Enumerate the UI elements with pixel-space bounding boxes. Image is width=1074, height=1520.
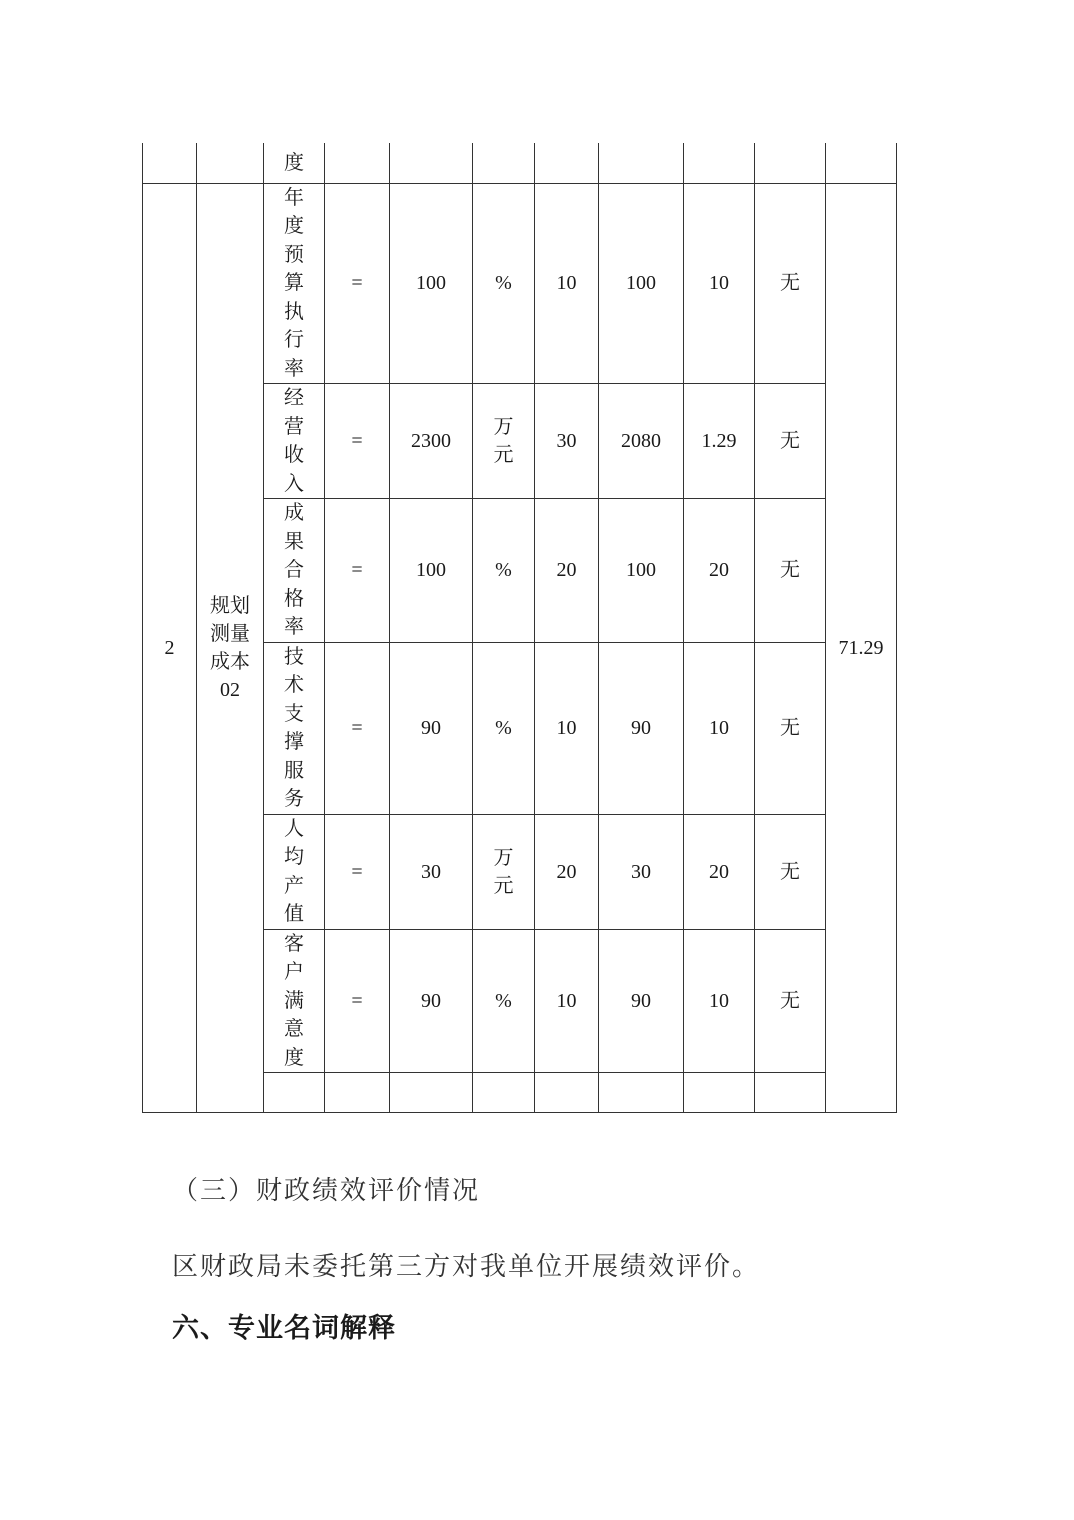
deviation-cell: 无 [755,642,826,814]
actual-cell: 100 [599,499,684,643]
indicator-cell: 经营收入 [264,384,325,499]
project-number: 2 [143,183,197,1113]
project-name-cell [197,183,264,1113]
project-name: 规划测量成本02 [210,594,250,701]
score-cell: 1.29 [684,384,755,499]
actual-cell: 30 [599,814,684,929]
target-cell: 90 [390,642,473,814]
table-row [143,183,897,384]
score-cell: 10 [684,642,755,814]
weight-cell: 30 [535,384,599,499]
indicator-cell: 度 [264,143,325,183]
operator-cell: = [325,384,390,499]
indicator-cell: 客户满意度 [264,929,325,1073]
unit-cell: 万元 [473,384,535,499]
indicator-cell: 人均产值 [264,814,325,929]
body-paragraph: 区财政局未委托第三方对我单位开展绩效评价。 [172,1252,761,1282]
target-cell: 100 [390,499,473,643]
deviation-cell: 无 [755,384,826,499]
deviation-cell: 无 [755,929,826,1073]
score-cell: 20 [684,814,755,929]
unit-cell: % [473,642,535,814]
weight-cell: 20 [535,814,599,929]
unit-cell: % [473,929,535,1073]
operator-cell: = [325,499,390,643]
operator-cell: = [325,183,390,384]
deviation-cell: 无 [755,814,826,929]
indicator-cell: 技术支撑服务 [264,642,325,814]
deviation-cell: 无 [755,183,826,384]
target-cell: 2300 [390,384,473,499]
actual-cell: 90 [599,642,684,814]
weight-cell: 10 [535,183,599,384]
section-heading: 六、专业名词解释 [172,1313,396,1344]
indicator-cell: 年度预算执行率 [264,183,325,384]
sub-heading: （三）财政绩效评价情况 [172,1176,481,1206]
table-row-continued [143,143,897,183]
target-cell: 30 [390,814,473,929]
deviation-cell: 无 [755,499,826,643]
operator-cell: = [325,929,390,1073]
target-cell: 100 [390,183,473,384]
operator-cell: = [325,814,390,929]
actual-cell: 2080 [599,384,684,499]
actual-cell: 90 [599,929,684,1073]
score-cell: 20 [684,499,755,643]
unit-cell: % [473,499,535,643]
target-cell: 90 [390,929,473,1073]
operator-cell: = [325,642,390,814]
weight-cell: 10 [535,929,599,1073]
total-score: 71.29 [826,183,897,1113]
unit-cell: 万元 [473,814,535,929]
unit-cell: % [473,183,535,384]
weight-cell: 10 [535,642,599,814]
indicator-cell: 成果合格率 [264,499,325,643]
score-cell: 10 [684,183,755,384]
score-cell: 10 [684,929,755,1073]
actual-cell: 100 [599,183,684,384]
performance-table [142,143,897,1113]
weight-cell: 20 [535,499,599,643]
